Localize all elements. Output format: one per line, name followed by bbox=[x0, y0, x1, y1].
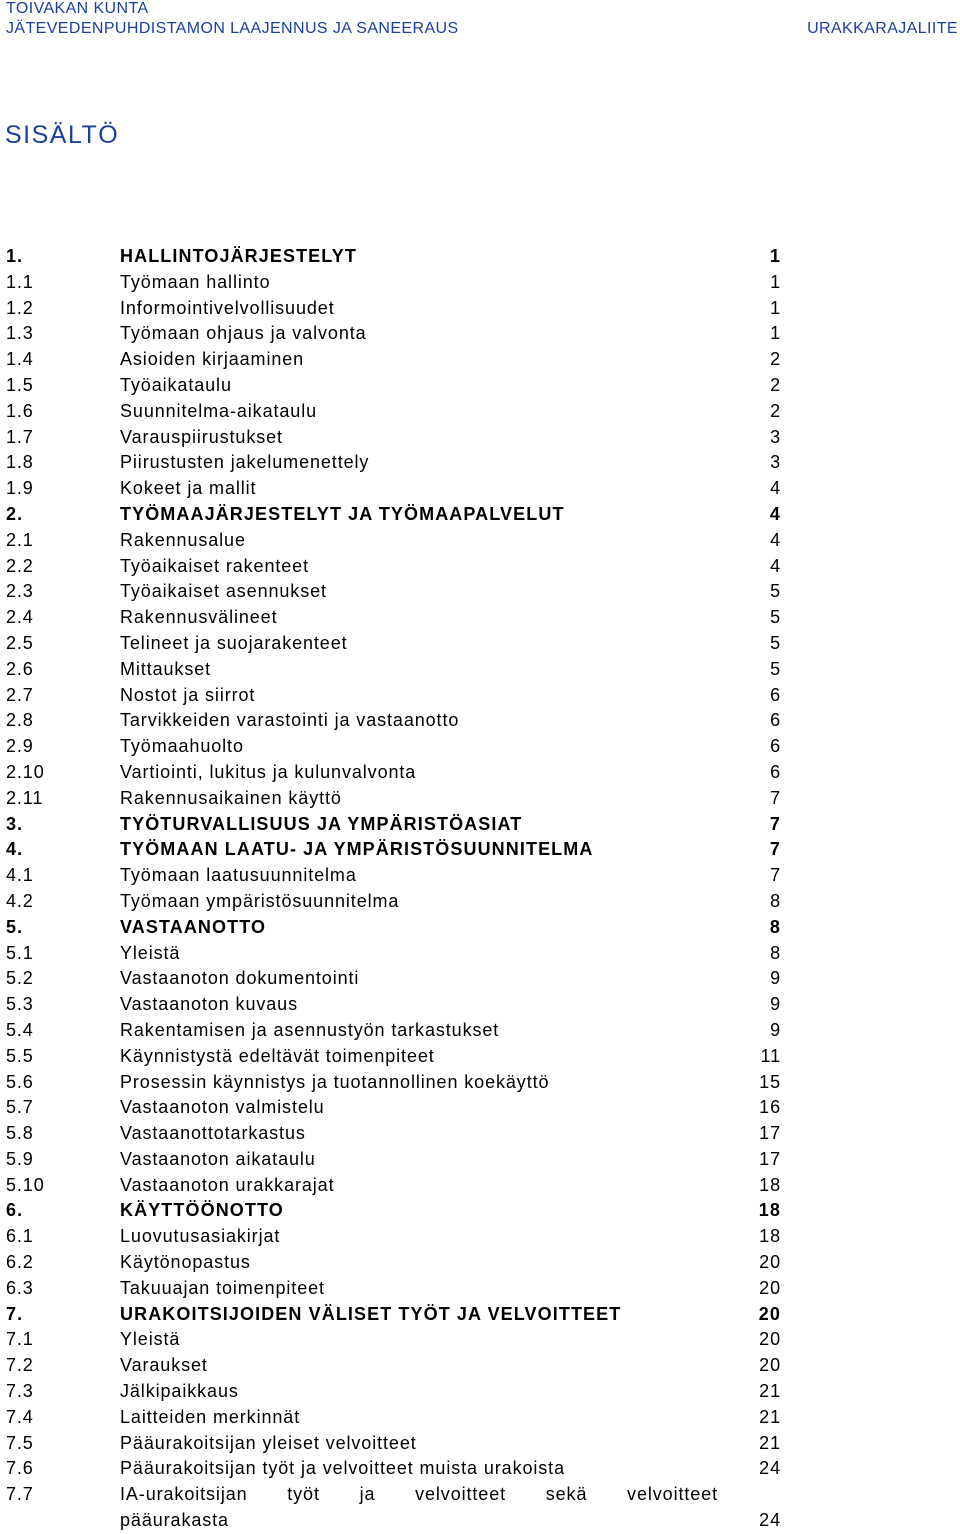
toc-number: 3. bbox=[6, 813, 24, 834]
toc-title: Käytönopastus bbox=[120, 1252, 251, 1273]
toc-title: HALLINTOJÄRJESTELYT bbox=[120, 246, 357, 266]
toc-title: Prosessin käynnistys ja tuotannollinen koekäyttö bbox=[120, 1071, 550, 1092]
toc-number: 7. bbox=[6, 1303, 24, 1324]
toc-title: Telineet ja suojarakenteet bbox=[120, 632, 348, 653]
toc-subsection-row bbox=[6, 1095, 781, 1121]
toc-title: Rakennusvälineet bbox=[120, 607, 278, 628]
toc-page-number: 24 bbox=[759, 1510, 781, 1531]
toc-title: Asioiden kirjaaminen bbox=[120, 349, 305, 370]
toc-page-number: 5 bbox=[770, 632, 781, 653]
toc-heading: SISÄLTÖ bbox=[5, 121, 120, 149]
toc-title: Informointivelvollisuudet bbox=[120, 297, 335, 318]
toc-number: 2.6 bbox=[6, 658, 34, 679]
toc-title: Käynnistystä edeltävät toimenpiteet bbox=[120, 1045, 435, 1066]
toc-title: Työmaan laatusuunnitelma bbox=[120, 865, 357, 886]
toc-number: 5.3 bbox=[6, 994, 34, 1015]
toc-number: 7.2 bbox=[6, 1355, 34, 1376]
toc-number: 5.1 bbox=[6, 942, 34, 963]
toc-page-number: 6 bbox=[770, 761, 781, 782]
toc-subsection-row bbox=[6, 450, 781, 476]
toc-section-row bbox=[6, 837, 781, 863]
toc-number: 4.2 bbox=[6, 890, 34, 911]
toc-subsection-row bbox=[6, 683, 781, 709]
toc-page-number: 24 bbox=[759, 1458, 781, 1479]
toc-page-number: 4 bbox=[770, 529, 781, 550]
toc-page-number: 20 bbox=[759, 1252, 781, 1273]
toc-page-number: 7 bbox=[770, 787, 781, 808]
toc-subsection-row bbox=[6, 1044, 781, 1070]
toc-page-number: 9 bbox=[770, 1019, 781, 1040]
toc-title: Piirustusten jakelumenettely bbox=[120, 452, 370, 473]
toc-title: Rakennusaikainen käyttö bbox=[120, 787, 342, 808]
toc-number: 5.9 bbox=[6, 1148, 34, 1169]
toc-subsection-row bbox=[6, 1482, 781, 1534]
toc-title-line: pääurakasta bbox=[120, 1510, 229, 1531]
toc-title: Suunnitelma-aikataulu bbox=[120, 400, 318, 421]
toc-number: 1.1 bbox=[6, 271, 34, 292]
toc-subsection-row bbox=[6, 1173, 781, 1199]
toc-title: Varaukset bbox=[120, 1355, 208, 1376]
toc-subsection-row bbox=[6, 734, 781, 760]
toc-number: 1.5 bbox=[6, 374, 34, 395]
toc-page-number: 2 bbox=[770, 349, 781, 370]
toc-subsection-row bbox=[6, 1379, 781, 1405]
toc-number: 6. bbox=[6, 1200, 24, 1221]
toc-page-number: 8 bbox=[770, 942, 781, 963]
toc-section-row bbox=[6, 502, 781, 528]
toc-title: Yleistä bbox=[120, 1329, 181, 1350]
toc-page-number: 3 bbox=[770, 452, 781, 473]
header-organization: TOIVAKAN KUNTA bbox=[6, 0, 149, 17]
toc-number: 1.8 bbox=[6, 452, 34, 473]
toc-subsection-row bbox=[6, 966, 781, 992]
toc-number: 1.2 bbox=[6, 297, 34, 318]
toc-number: 5.7 bbox=[6, 1097, 34, 1118]
toc-subsection-row bbox=[6, 863, 781, 889]
toc-title: Työaikaiset asennukset bbox=[120, 581, 327, 602]
toc-number: 2.2 bbox=[6, 555, 34, 576]
toc-page-number: 1 bbox=[770, 323, 781, 344]
toc-title: Kokeet ja mallit bbox=[120, 478, 257, 499]
toc-page-number: 8 bbox=[770, 890, 781, 911]
toc-subsection-row bbox=[6, 1224, 781, 1250]
toc-subsection-row bbox=[6, 708, 781, 734]
toc-number: 7.1 bbox=[6, 1329, 34, 1350]
toc-subsection-row bbox=[6, 941, 781, 967]
toc-subsection-row bbox=[6, 631, 781, 657]
table-of-contents bbox=[6, 244, 781, 1534]
toc-page-number: 20 bbox=[759, 1277, 781, 1298]
toc-title: Vartiointi, lukitus ja kulunvalvonta bbox=[120, 761, 417, 782]
toc-page-number: 21 bbox=[759, 1381, 781, 1402]
toc-number: 7.6 bbox=[6, 1458, 34, 1479]
toc-title: Työaikaiset rakenteet bbox=[120, 555, 309, 576]
toc-title: Työaikataulu bbox=[120, 374, 232, 395]
toc-page-number: 21 bbox=[759, 1432, 781, 1453]
toc-title: URAKOITSIJOIDEN VÄLISET TYÖT JA VELVOITTEET bbox=[120, 1303, 622, 1324]
toc-subsection-row bbox=[6, 1250, 781, 1276]
toc-page-number: 20 bbox=[758, 1303, 781, 1324]
toc-number: 5.8 bbox=[6, 1123, 34, 1144]
toc-page-number: 21 bbox=[759, 1406, 781, 1427]
toc-title: Vastaanoton valmistelu bbox=[120, 1097, 325, 1118]
toc-page-number: 8 bbox=[769, 916, 781, 937]
toc-title: TYÖMAAJÄRJESTELYT JA TYÖMAAPALVELUT bbox=[120, 503, 565, 524]
toc-number: 1.7 bbox=[6, 426, 34, 447]
toc-title: TYÖMAAN LAATU- JA YMPÄRISTÖSUUNNITELMA bbox=[120, 839, 594, 860]
toc-title: Vastaanoton aikataulu bbox=[120, 1148, 316, 1169]
toc-subsection-row bbox=[6, 1405, 781, 1431]
toc-section-row bbox=[6, 915, 781, 941]
toc-title: Laitteiden merkinnät bbox=[120, 1406, 301, 1427]
toc-title: Työmaan ympäristösuunnitelma bbox=[120, 890, 400, 911]
toc-number: 2.11 bbox=[6, 787, 44, 808]
toc-page-number: 20 bbox=[759, 1329, 781, 1350]
toc-number: 1.3 bbox=[6, 323, 34, 344]
toc-page-number: 2 bbox=[770, 400, 781, 421]
toc-number: 5.10 bbox=[6, 1174, 45, 1195]
header-document-type: URAKKARAJALIITE bbox=[807, 20, 958, 37]
toc-number: 2.1 bbox=[6, 529, 34, 550]
toc-page-number: 18 bbox=[759, 1174, 781, 1195]
toc-title: Takuuajan toimenpiteet bbox=[120, 1277, 325, 1298]
toc-title: Rakentamisen ja asennustyön tarkastukset bbox=[120, 1019, 500, 1040]
toc-number: 7.7 bbox=[6, 1484, 34, 1505]
toc-subsection-row bbox=[6, 760, 781, 786]
toc-page-number: 4 bbox=[769, 503, 781, 524]
toc-subsection-row bbox=[6, 425, 781, 451]
toc-title: Luovutusasiakirjat bbox=[120, 1226, 281, 1247]
toc-page-number: 11 bbox=[760, 1045, 781, 1066]
toc-page-number: 2 bbox=[770, 374, 781, 395]
toc-number: 2.4 bbox=[6, 607, 34, 628]
toc-page-number: 5 bbox=[770, 607, 781, 628]
toc-page-number: 17 bbox=[759, 1123, 781, 1144]
toc-title: Vastaanottotarkastus bbox=[120, 1123, 306, 1144]
toc-page-number: 4 bbox=[770, 555, 781, 576]
toc-title: VASTAANOTTO bbox=[120, 916, 267, 937]
toc-subsection-row bbox=[6, 1327, 781, 1353]
toc-title: Rakennusalue bbox=[120, 529, 246, 550]
toc-section-row bbox=[6, 1198, 781, 1224]
toc-title: Tarvikkeiden varastointi ja vastaanotto bbox=[120, 710, 460, 731]
toc-title: Varauspiirustukset bbox=[120, 426, 283, 447]
toc-title: Vastaanoton kuvaus bbox=[120, 994, 298, 1015]
toc-number: 5.2 bbox=[6, 968, 34, 989]
toc-page-number: 17 bbox=[759, 1148, 781, 1169]
toc-page-number: 9 bbox=[770, 968, 781, 989]
toc-number: 2.8 bbox=[6, 710, 34, 731]
toc-title: Vastaanoton dokumentointi bbox=[120, 968, 360, 989]
toc-title: Työmaan hallinto bbox=[120, 271, 271, 292]
toc-title: Mittaukset bbox=[120, 658, 212, 679]
toc-subsection-row bbox=[6, 1018, 781, 1044]
toc-subsection-row bbox=[6, 1276, 781, 1302]
toc-number: 2.5 bbox=[6, 632, 34, 653]
toc-title: Vastaanoton urakkarajat bbox=[120, 1174, 335, 1195]
toc-title: Työmaan ohjaus ja valvonta bbox=[120, 323, 367, 344]
toc-number: 4. bbox=[6, 839, 24, 860]
toc-title: Pääurakoitsijan työt ja velvoitteet muista urakoista bbox=[120, 1458, 565, 1479]
toc-subsection-row bbox=[6, 1070, 781, 1096]
toc-title: Pääurakoitsijan yleiset velvoitteet bbox=[120, 1432, 417, 1453]
toc-number: 4.1 bbox=[6, 865, 34, 886]
toc-subsection-row bbox=[6, 1456, 781, 1482]
toc-section-row bbox=[6, 244, 781, 270]
toc-number: 5.6 bbox=[6, 1071, 34, 1092]
toc-number: 7.4 bbox=[6, 1406, 34, 1427]
toc-subsection-row bbox=[6, 528, 781, 554]
toc-title bbox=[120, 1482, 720, 1534]
toc-number: 2.10 bbox=[6, 761, 45, 782]
toc-page-number: 9 bbox=[770, 994, 781, 1015]
toc-page-number: 5 bbox=[770, 658, 781, 679]
toc-subsection-row bbox=[6, 476, 781, 502]
toc-subsection-row bbox=[6, 1121, 781, 1147]
toc-page-number: 6 bbox=[770, 736, 781, 757]
toc-number: 2. bbox=[6, 503, 24, 524]
toc-number: 5.5 bbox=[6, 1045, 34, 1066]
toc-page-number: 16 bbox=[759, 1097, 781, 1118]
toc-page-number: 7 bbox=[769, 813, 781, 834]
toc-page-number: 4 bbox=[770, 478, 781, 499]
toc-page-number: 5 bbox=[770, 581, 781, 602]
toc-title: Työmaahuolto bbox=[120, 736, 244, 757]
toc-page-number: 1 bbox=[769, 246, 781, 266]
toc-number: 5.4 bbox=[6, 1019, 34, 1040]
toc-page-number: 18 bbox=[759, 1226, 781, 1247]
toc-page-number: 7 bbox=[769, 839, 781, 860]
toc-subsection-row bbox=[6, 657, 781, 683]
toc-subsection-row bbox=[6, 1353, 781, 1379]
toc-title: TYÖTURVALLISUUS JA YMPÄRISTÖASIAT bbox=[120, 813, 523, 834]
toc-title: Jälkipaikkaus bbox=[120, 1381, 239, 1402]
toc-subsection-row bbox=[6, 296, 781, 322]
toc-number: 1.4 bbox=[6, 349, 34, 370]
toc-number: 5. bbox=[6, 916, 24, 937]
toc-section-row bbox=[6, 812, 781, 838]
toc-number: 2.3 bbox=[6, 581, 34, 602]
toc-number: 6.2 bbox=[6, 1252, 34, 1273]
toc-page-number: 1 bbox=[770, 297, 781, 318]
toc-page-number: 15 bbox=[759, 1071, 781, 1092]
toc-number: 7.3 bbox=[6, 1381, 34, 1402]
toc-subsection-row bbox=[6, 992, 781, 1018]
toc-subsection-row bbox=[6, 579, 781, 605]
toc-number: 7.5 bbox=[6, 1432, 34, 1453]
toc-page-number: 1 bbox=[770, 271, 781, 292]
toc-title: Yleistä bbox=[120, 942, 181, 963]
toc-page-number: 7 bbox=[770, 865, 781, 886]
toc-subsection-row bbox=[6, 321, 781, 347]
toc-subsection-row bbox=[6, 347, 781, 373]
toc-number: 2.7 bbox=[6, 684, 34, 705]
toc-number: 6.1 bbox=[6, 1226, 34, 1247]
toc-subsection-row bbox=[6, 786, 781, 812]
toc-page-number: 3 bbox=[770, 426, 781, 447]
toc-subsection-row bbox=[6, 554, 781, 580]
toc-number: 1. bbox=[6, 246, 24, 266]
toc-number: 1.6 bbox=[6, 400, 34, 421]
toc-subsection-row bbox=[6, 270, 781, 296]
toc-page-number: 20 bbox=[759, 1355, 781, 1376]
toc-number: 6.3 bbox=[6, 1277, 34, 1298]
toc-page-number: 6 bbox=[770, 684, 781, 705]
toc-title: Nostot ja siirrot bbox=[120, 684, 256, 705]
toc-subsection-row bbox=[6, 1147, 781, 1173]
toc-number: 1.9 bbox=[6, 478, 34, 499]
toc-subsection-row bbox=[6, 605, 781, 631]
toc-number: 2.9 bbox=[6, 736, 34, 757]
toc-subsection-row bbox=[6, 373, 781, 399]
toc-section-row bbox=[6, 1302, 781, 1328]
toc-subsection-row bbox=[6, 1431, 781, 1457]
header-project-title: JÄTEVEDENPUHDISTAMON LAAJENNUS JA SANEERAUS bbox=[6, 20, 459, 37]
toc-title-line: IA-urakoitsijan työt ja velvoitteet sekä velvoitteet bbox=[120, 1484, 718, 1505]
toc-page-number: 18 bbox=[758, 1200, 781, 1221]
toc-page-number: 6 bbox=[770, 710, 781, 731]
toc-title: KÄYTTÖÖNOTTO bbox=[120, 1200, 284, 1221]
toc-subsection-row bbox=[6, 889, 781, 915]
toc-subsection-row bbox=[6, 399, 781, 425]
